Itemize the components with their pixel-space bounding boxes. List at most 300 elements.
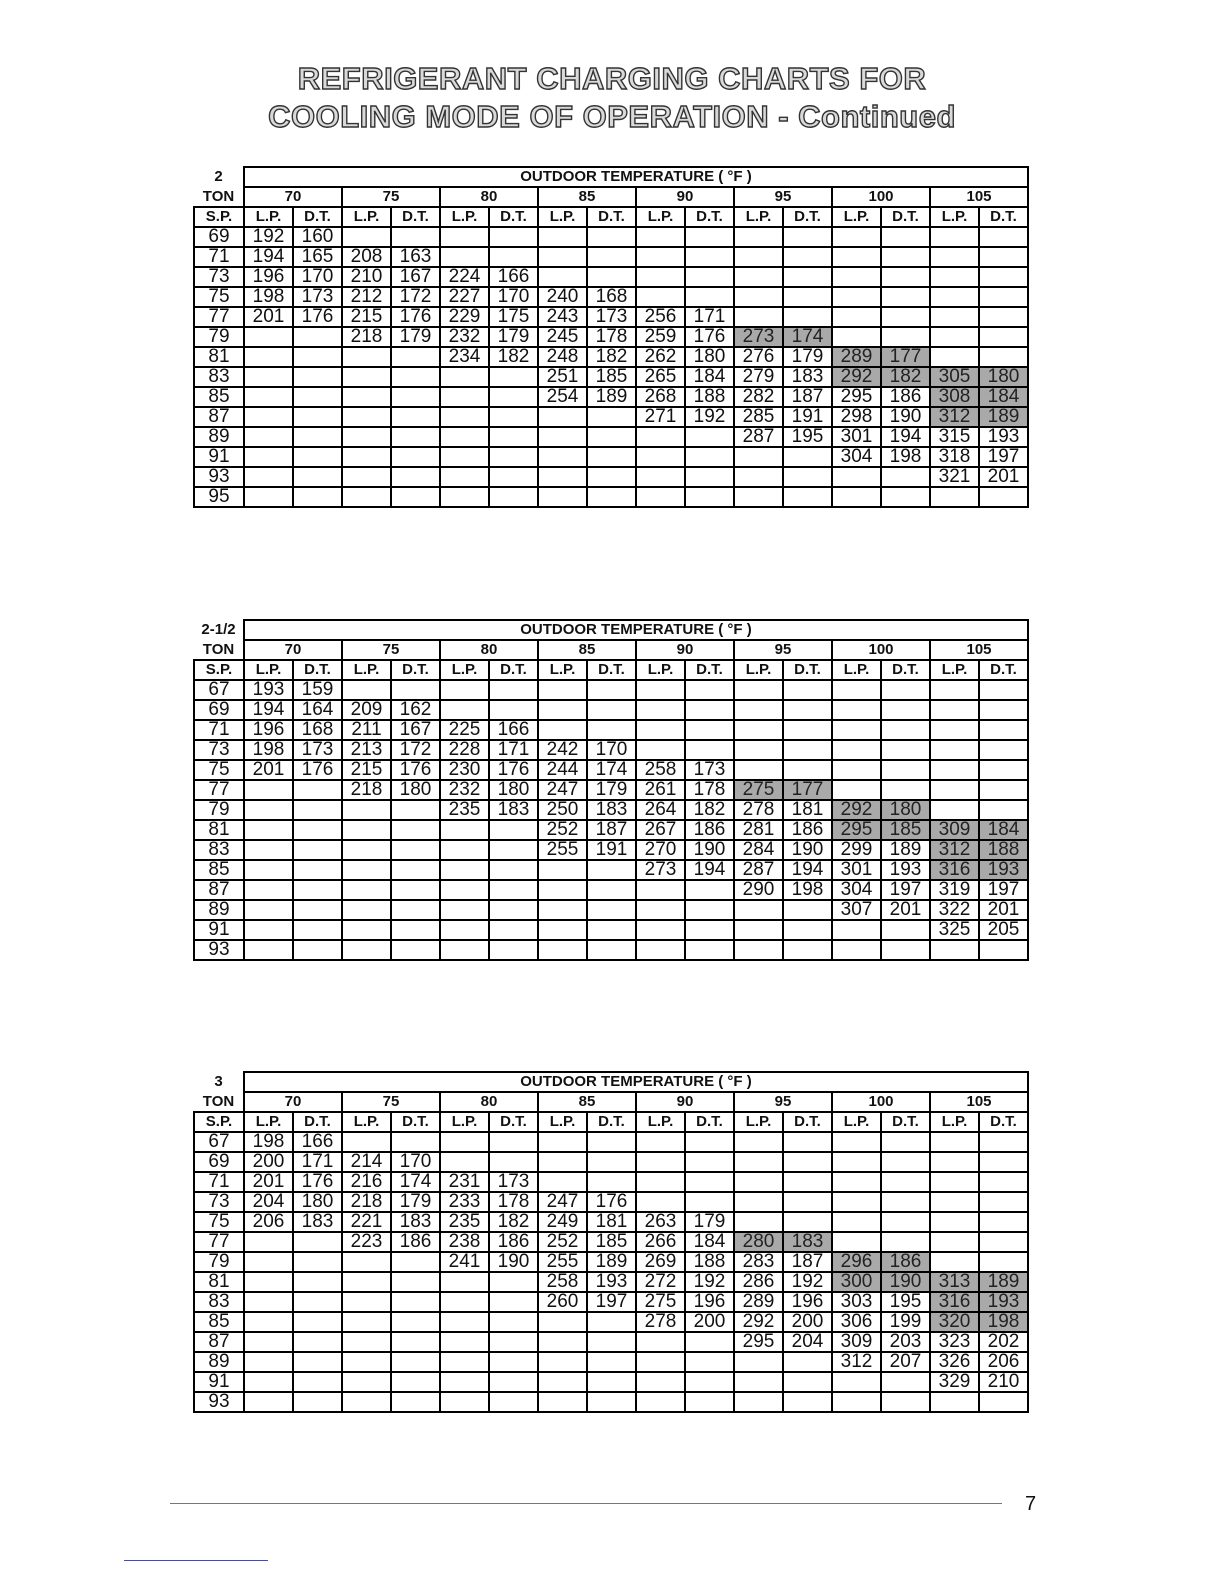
empty-cell <box>685 680 734 700</box>
page-number: 7 <box>1025 1493 1037 1515</box>
empty-cell <box>391 940 440 960</box>
table-row <box>194 1292 1028 1312</box>
empty-cell <box>636 1332 685 1352</box>
temperature-header: 90 <box>636 1092 734 1112</box>
lp-column-header: L.P. <box>832 1112 881 1132</box>
lp-value-cell: 292 <box>832 800 881 820</box>
empty-cell <box>734 287 783 307</box>
lp-value-cell: 307 <box>832 900 881 920</box>
empty-cell <box>342 487 391 507</box>
empty-cell <box>930 1212 979 1232</box>
dt-column-header: D.T. <box>783 1112 832 1132</box>
temperature-header: 105 <box>930 187 1028 207</box>
empty-cell <box>636 247 685 267</box>
empty-cell <box>734 1372 783 1392</box>
empty-cell <box>538 1332 587 1352</box>
dt-column-header: D.T. <box>391 1112 440 1132</box>
empty-cell <box>538 920 587 940</box>
empty-cell <box>391 1272 440 1292</box>
dt-value-cell: 166 <box>489 720 538 740</box>
empty-cell <box>587 467 636 487</box>
empty-cell <box>342 1132 391 1152</box>
temperature-header: 70 <box>244 187 342 207</box>
empty-cell <box>440 407 489 427</box>
dt-value-cell: 164 <box>293 700 342 720</box>
empty-cell <box>489 247 538 267</box>
dt-value-cell: 182 <box>489 1212 538 1232</box>
lp-value-cell: 238 <box>440 1232 489 1252</box>
lp-value-cell: 271 <box>636 407 685 427</box>
table-row <box>194 1372 1028 1392</box>
dt-value-cell: 192 <box>783 1272 832 1292</box>
lp-value-cell: 248 <box>538 347 587 367</box>
suction-pressure-cell: 67 <box>194 1132 244 1152</box>
lp-value-cell: 296 <box>832 1252 881 1272</box>
lp-value-cell: 305 <box>930 367 979 387</box>
empty-cell <box>391 1352 440 1372</box>
empty-cell <box>342 1252 391 1272</box>
dt-value-cell: 172 <box>391 740 440 760</box>
dt-value-cell: 180 <box>293 1192 342 1212</box>
dt-value-cell: 168 <box>587 287 636 307</box>
suction-pressure-cell: 73 <box>194 267 244 287</box>
empty-cell <box>881 487 930 507</box>
dt-value-cell: 201 <box>979 900 1028 920</box>
empty-cell <box>538 247 587 267</box>
empty-cell <box>489 447 538 467</box>
empty-cell <box>440 1392 489 1412</box>
table-row <box>194 720 1028 740</box>
dt-value-cell: 196 <box>783 1292 832 1312</box>
empty-cell <box>783 1152 832 1172</box>
empty-cell <box>244 367 293 387</box>
empty-cell <box>685 900 734 920</box>
empty-cell <box>734 1212 783 1232</box>
empty-cell <box>881 1172 930 1192</box>
empty-cell <box>685 1172 734 1192</box>
suction-pressure-cell: 75 <box>194 760 244 780</box>
empty-cell <box>538 880 587 900</box>
temperature-header: 85 <box>538 640 636 660</box>
lp-value-cell: 227 <box>440 287 489 307</box>
empty-cell <box>881 700 930 720</box>
lp-value-cell: 216 <box>342 1172 391 1192</box>
dt-value-cell: 184 <box>685 367 734 387</box>
empty-cell <box>783 940 832 960</box>
empty-cell <box>489 1292 538 1312</box>
lp-value-cell: 232 <box>440 327 489 347</box>
suction-pressure-cell: 87 <box>194 407 244 427</box>
dt-value-cell: 163 <box>391 247 440 267</box>
dt-value-cell: 188 <box>685 387 734 407</box>
lp-value-cell: 299 <box>832 840 881 860</box>
empty-cell <box>734 467 783 487</box>
empty-cell <box>440 700 489 720</box>
lp-value-cell: 316 <box>930 860 979 880</box>
dt-value-cell: 190 <box>881 1272 930 1292</box>
suction-pressure-cell: 89 <box>194 1352 244 1372</box>
table-row <box>194 327 1028 347</box>
empty-cell <box>489 940 538 960</box>
lp-value-cell: 319 <box>930 880 979 900</box>
dt-value-cell: 187 <box>783 1252 832 1272</box>
lp-value-cell: 285 <box>734 407 783 427</box>
empty-cell <box>244 467 293 487</box>
empty-cell <box>881 920 930 940</box>
empty-cell <box>342 427 391 447</box>
temperature-header: 100 <box>832 1092 930 1112</box>
lp-value-cell: 252 <box>538 1232 587 1252</box>
blue-underline <box>124 1560 268 1561</box>
empty-cell <box>832 760 881 780</box>
empty-cell <box>342 1352 391 1372</box>
empty-cell <box>636 1132 685 1152</box>
empty-cell <box>391 487 440 507</box>
dt-column-header: D.T. <box>293 1112 342 1132</box>
ton-label: TON <box>194 1092 244 1112</box>
lp-value-cell: 273 <box>734 327 783 347</box>
lp-value-cell: 298 <box>832 407 881 427</box>
lp-value-cell: 312 <box>930 840 979 860</box>
empty-cell <box>832 247 881 267</box>
suction-pressure-cell: 81 <box>194 820 244 840</box>
temperature-header: 100 <box>832 187 930 207</box>
dt-value-cell: 183 <box>489 800 538 820</box>
dt-value-cell: 160 <box>293 227 342 247</box>
empty-cell <box>538 267 587 287</box>
empty-cell <box>440 920 489 940</box>
suction-pressure-cell: 71 <box>194 1172 244 1192</box>
empty-cell <box>538 1312 587 1332</box>
table-row <box>194 367 1028 387</box>
empty-cell <box>734 247 783 267</box>
empty-cell <box>636 467 685 487</box>
dt-value-cell: 186 <box>391 1232 440 1252</box>
dt-value-cell: 192 <box>685 1272 734 1292</box>
empty-cell <box>832 327 881 347</box>
table-row <box>194 880 1028 900</box>
empty-cell <box>881 267 930 287</box>
empty-cell <box>685 247 734 267</box>
empty-cell <box>734 1192 783 1212</box>
empty-cell <box>881 680 930 700</box>
empty-cell <box>979 1232 1028 1252</box>
empty-cell <box>930 327 979 347</box>
empty-cell <box>636 700 685 720</box>
dt-value-cell: 195 <box>881 1292 930 1312</box>
footer-divider <box>170 1503 1002 1504</box>
empty-cell <box>734 1392 783 1412</box>
table-row <box>194 267 1028 287</box>
empty-cell <box>979 760 1028 780</box>
lp-value-cell: 251 <box>538 367 587 387</box>
lp-value-cell: 258 <box>636 760 685 780</box>
empty-cell <box>342 940 391 960</box>
empty-cell <box>489 407 538 427</box>
empty-cell <box>391 427 440 447</box>
empty-cell <box>734 227 783 247</box>
dt-value-cell: 181 <box>783 800 832 820</box>
empty-cell <box>685 1392 734 1412</box>
lp-value-cell: 247 <box>538 780 587 800</box>
empty-cell <box>685 467 734 487</box>
dt-value-cell: 179 <box>391 327 440 347</box>
dt-value-cell: 173 <box>685 760 734 780</box>
empty-cell <box>293 1392 342 1412</box>
lp-value-cell: 278 <box>636 1312 685 1332</box>
empty-cell <box>832 287 881 307</box>
empty-cell <box>685 720 734 740</box>
table-row <box>194 700 1028 720</box>
empty-cell <box>391 1372 440 1392</box>
empty-cell <box>783 700 832 720</box>
empty-cell <box>538 427 587 447</box>
empty-cell <box>783 1192 832 1212</box>
empty-cell <box>734 920 783 940</box>
empty-cell <box>244 1352 293 1372</box>
suction-pressure-cell: 91 <box>194 920 244 940</box>
empty-cell <box>244 347 293 367</box>
lp-value-cell: 235 <box>440 1212 489 1232</box>
table-row <box>194 920 1028 940</box>
dt-value-cell: 198 <box>979 1312 1028 1332</box>
empty-cell <box>538 1372 587 1392</box>
temperature-header: 80 <box>440 640 538 660</box>
empty-cell <box>244 1252 293 1272</box>
dt-value-cell: 204 <box>783 1332 832 1352</box>
table-row <box>194 347 1028 367</box>
lp-value-cell: 280 <box>734 1232 783 1252</box>
suction-pressure-cell: 87 <box>194 1332 244 1352</box>
empty-cell <box>391 1312 440 1332</box>
empty-cell <box>440 487 489 507</box>
empty-cell <box>783 267 832 287</box>
lp-value-cell: 209 <box>342 700 391 720</box>
dt-value-cell: 178 <box>587 327 636 347</box>
suction-pressure-cell: 69 <box>194 227 244 247</box>
temperature-header: 95 <box>734 187 832 207</box>
empty-cell <box>881 1372 930 1392</box>
empty-cell <box>587 1392 636 1412</box>
empty-cell <box>636 487 685 507</box>
lp-value-cell: 247 <box>538 1192 587 1212</box>
dt-value-cell: 186 <box>881 387 930 407</box>
empty-cell <box>783 307 832 327</box>
dt-value-cell: 183 <box>587 800 636 820</box>
lp-value-cell: 267 <box>636 820 685 840</box>
empty-cell <box>391 1292 440 1312</box>
empty-cell <box>636 1392 685 1412</box>
lp-value-cell: 224 <box>440 267 489 287</box>
empty-cell <box>342 467 391 487</box>
lp-column-header: L.P. <box>244 207 293 227</box>
dt-value-cell: 180 <box>391 780 440 800</box>
empty-cell <box>538 940 587 960</box>
lp-value-cell: 262 <box>636 347 685 367</box>
dt-column-header: D.T. <box>881 207 930 227</box>
lp-column-header: L.P. <box>636 207 685 227</box>
lp-column-header: L.P. <box>342 660 391 680</box>
dt-value-cell: 193 <box>979 860 1028 880</box>
table-row <box>194 447 1028 467</box>
empty-cell <box>881 780 930 800</box>
empty-cell <box>783 247 832 267</box>
dt-value-cell: 205 <box>979 920 1028 940</box>
empty-cell <box>930 267 979 287</box>
dt-value-cell: 196 <box>685 1292 734 1312</box>
table-row <box>194 760 1028 780</box>
lp-value-cell: 245 <box>538 327 587 347</box>
empty-cell <box>538 467 587 487</box>
empty-cell <box>685 447 734 467</box>
empty-cell <box>783 720 832 740</box>
empty-cell <box>244 860 293 880</box>
lp-column-header: L.P. <box>440 660 489 680</box>
dt-value-cell: 162 <box>391 700 440 720</box>
empty-cell <box>881 307 930 327</box>
empty-cell <box>293 327 342 347</box>
lp-value-cell: 309 <box>930 820 979 840</box>
empty-cell <box>244 447 293 467</box>
empty-cell <box>342 1332 391 1352</box>
empty-cell <box>293 447 342 467</box>
table-row <box>194 1392 1028 1412</box>
lp-value-cell: 279 <box>734 367 783 387</box>
empty-cell <box>783 287 832 307</box>
lp-value-cell: 309 <box>832 1332 881 1352</box>
empty-cell <box>587 1312 636 1332</box>
empty-cell <box>538 900 587 920</box>
dt-value-cell: 188 <box>979 840 1028 860</box>
suction-pressure-cell: 91 <box>194 447 244 467</box>
empty-cell <box>881 720 930 740</box>
dt-value-cell: 193 <box>979 1292 1028 1312</box>
lp-value-cell: 306 <box>832 1312 881 1332</box>
empty-cell <box>734 720 783 740</box>
empty-cell <box>440 1332 489 1352</box>
dt-value-cell: 175 <box>489 307 538 327</box>
dt-value-cell: 184 <box>685 1232 734 1252</box>
suction-pressure-cell: 81 <box>194 347 244 367</box>
lp-value-cell: 270 <box>636 840 685 860</box>
lp-value-cell: 313 <box>930 1272 979 1292</box>
temperature-header: 105 <box>930 1092 1028 1112</box>
empty-cell <box>685 1132 734 1152</box>
empty-cell <box>342 347 391 367</box>
table-row <box>194 407 1028 427</box>
lp-column-header: L.P. <box>244 1112 293 1132</box>
lp-value-cell: 223 <box>342 1232 391 1252</box>
dt-column-header: D.T. <box>293 660 342 680</box>
empty-cell <box>293 780 342 800</box>
table-row <box>194 467 1028 487</box>
dt-column-header: D.T. <box>489 207 538 227</box>
lp-value-cell: 244 <box>538 760 587 780</box>
empty-cell <box>636 287 685 307</box>
lp-value-cell: 301 <box>832 427 881 447</box>
suction-pressure-cell: 75 <box>194 287 244 307</box>
dt-value-cell: 176 <box>391 307 440 327</box>
empty-cell <box>342 227 391 247</box>
lp-value-cell: 295 <box>832 820 881 840</box>
empty-cell <box>979 287 1028 307</box>
dt-column-header: D.T. <box>783 660 832 680</box>
dt-value-cell: 183 <box>293 1212 342 1232</box>
dt-value-cell: 201 <box>881 900 930 920</box>
empty-cell <box>440 940 489 960</box>
table-row <box>194 840 1028 860</box>
empty-cell <box>538 447 587 467</box>
table-row <box>194 427 1028 447</box>
lp-value-cell: 321 <box>930 467 979 487</box>
dt-value-cell: 171 <box>293 1152 342 1172</box>
dt-value-cell: 190 <box>881 407 930 427</box>
empty-cell <box>244 880 293 900</box>
empty-cell <box>293 1292 342 1312</box>
dt-value-cell: 195 <box>783 427 832 447</box>
empty-cell <box>538 720 587 740</box>
empty-cell <box>881 1212 930 1232</box>
suction-pressure-cell: 69 <box>194 700 244 720</box>
empty-cell <box>244 1272 293 1292</box>
dt-value-cell: 167 <box>391 720 440 740</box>
lp-value-cell: 215 <box>342 760 391 780</box>
empty-cell <box>244 840 293 860</box>
empty-cell <box>685 1332 734 1352</box>
empty-cell <box>391 840 440 860</box>
empty-cell <box>587 1152 636 1172</box>
empty-cell <box>391 227 440 247</box>
empty-cell <box>587 1172 636 1192</box>
lp-value-cell: 218 <box>342 1192 391 1212</box>
empty-cell <box>636 880 685 900</box>
dt-column-header: D.T. <box>881 1112 930 1132</box>
temperature-header: 85 <box>538 187 636 207</box>
empty-cell <box>489 700 538 720</box>
lp-value-cell: 204 <box>244 1192 293 1212</box>
empty-cell <box>783 1172 832 1192</box>
empty-cell <box>587 680 636 700</box>
lp-column-header: L.P. <box>244 660 293 680</box>
lp-value-cell: 229 <box>440 307 489 327</box>
empty-cell <box>636 267 685 287</box>
dt-value-cell: 194 <box>783 860 832 880</box>
dt-column-header: D.T. <box>979 660 1028 680</box>
empty-cell <box>734 267 783 287</box>
empty-cell <box>342 1272 391 1292</box>
empty-cell <box>783 760 832 780</box>
dt-value-cell: 183 <box>783 1232 832 1252</box>
temperature-header: 95 <box>734 1092 832 1112</box>
lp-value-cell: 272 <box>636 1272 685 1292</box>
empty-cell <box>881 287 930 307</box>
lp-column-header: L.P. <box>930 660 979 680</box>
empty-cell <box>832 680 881 700</box>
dt-value-cell: 170 <box>391 1152 440 1172</box>
empty-cell <box>881 467 930 487</box>
empty-cell <box>342 840 391 860</box>
empty-cell <box>538 700 587 720</box>
lp-value-cell: 194 <box>244 700 293 720</box>
suction-pressure-cell: 79 <box>194 1252 244 1272</box>
empty-cell <box>979 740 1028 760</box>
suction-pressure-cell: 71 <box>194 720 244 740</box>
empty-cell <box>440 227 489 247</box>
lp-value-cell: 201 <box>244 760 293 780</box>
dt-value-cell: 180 <box>685 347 734 367</box>
lp-value-cell: 275 <box>636 1292 685 1312</box>
empty-cell <box>783 680 832 700</box>
